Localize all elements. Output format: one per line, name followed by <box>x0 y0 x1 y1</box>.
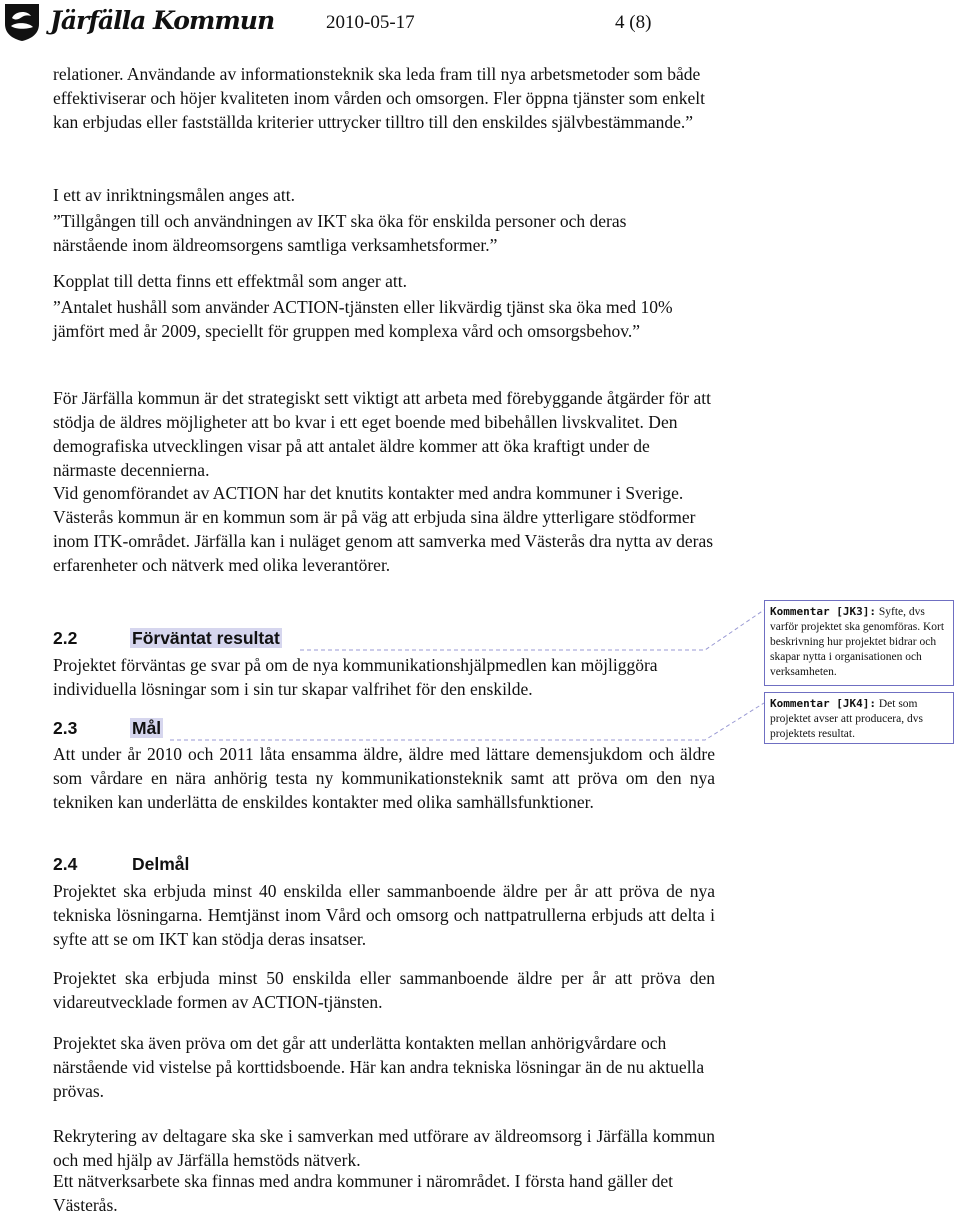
paragraph-vasteras: Vid genomförandet av ACTION har det knutits kontakter med andra kommuner i Sverige. Västerås kommun är en kommun som är på väg att erbjuda sina äldre ytterligare stödformer inom ITK-området. Järfälla kan i nuläget genom att samverka med Västerås dra nytta av deras erfarenheter och nätverk med olika leverantörer. <box>53 483 714 575</box>
section-body-2-4-b: Projektet ska erbjuda minst 50 enskilda eller sammanboende äldre per år att pröva den vidareutvecklade formen av ACTION-tjänsten. <box>53 968 715 1012</box>
section-title: Mål <box>132 718 162 738</box>
section-number: 2.2 <box>53 628 78 648</box>
document-date: 2010-05-17 <box>326 12 415 33</box>
paragraph-inriktningsmal: I ett av inriktningsmålen anges att. <box>53 185 296 205</box>
section-body-2-4-d: Rekrytering av deltagare ska ske i samverkan med utförare av äldreomsorg i Järfälla kommun och med hjälp av Järfälla hemstöds nätverk. <box>53 1126 715 1170</box>
quote-action-hushall: ”Antalet hushåll som använder ACTION-tjänsten eller likvärdig tjänst ska öka med 10% jämfört med år 2009, speciellt för gruppen med komplexa vård och omsorgsbehov.” <box>53 297 673 341</box>
section-body-2-4-c: Projektet ska även pröva om det går att underlätta kontakten mellan anhörigvårdare och närstående vid vistelse på korttidsboende. Här kan andra tekniska lösningar än de nu aktuella prövas. <box>53 1033 705 1101</box>
comment-tag: Kommentar [JK4]: <box>770 697 876 710</box>
comment-text: Det som projektet avser att producera, dvs projektets resultat. <box>770 698 923 740</box>
comment-tag: Kommentar [JK3]: <box>770 605 876 618</box>
section-number: 2.3 <box>53 718 78 738</box>
quote-ikt: ”Tillgången till och användningen av IKT ska öka för enskilda personer och deras närstående inom äldreomsorgens samtliga verksamhetsformer.” <box>53 211 627 255</box>
paragraph-effektmal: Kopplat till detta finns ett effektmål som anger att. <box>53 271 407 291</box>
section-title: Delmål <box>132 854 190 874</box>
paragraph-strategiskt: För Järfälla kommun är det strategiskt sett viktigt att arbeta med förebyggande åtgärder för att stödja de äldres möjligheter att bo kvar i ett eget boende med bibehållen livskvalitet. Den demografiska utvecklingen visar på att antalet äldre kommer att öka kraftigt under de närmaste decennierna. <box>53 388 711 480</box>
paragraph-relationer: relationer. Användande av informationsteknik ska leda fram till nya arbetsmetoder som både effektiviserar och höjer kvaliteten inom vården och omsorgen. Fler öppna tjänster som enkelt kan erbjudas eller fastställda kriterier uttrycker tilltro till den enskildes självbestämmande.” <box>53 64 706 132</box>
comment-balloon-jk3[interactable] <box>764 600 954 686</box>
comment-text: Syfte, dvs varför projektet ska genomföras. Kort beskrivning hur projektet bidrar och skapar nytta i organisationen och verksamheten. <box>770 606 945 678</box>
section-body-2-4-a: Projektet ska erbjuda minst 40 enskilda eller sammanboende äldre per år att pröva de nya tekniska lösningarna. Hemtjänst inom Vård och omsorg och nattpatrullerna erbjuds att delta i syfte att se om IKT kan stödja deras insatser. <box>53 881 715 949</box>
section-body-2-3: Att under år 2010 och 2011 låta ensamma äldre, äldre med lättare demensjukdom och äldre som vårdare en nära anhörig testa ny kommunikationsteknik samt att pröva om den nya tekniken kan underlätta de enskildes kontakter med olika samhällsfunktioner. <box>53 744 715 812</box>
section-body-2-2: Projektet förväntas ge svar på om de nya kommunikationshjälpmedlen kan möjliggöra individuella lösningar som i sin tur skapar valfrihet för den enskilde. <box>53 655 658 699</box>
page-number: 4 (8) <box>615 12 652 33</box>
section-title: Förväntat resultat <box>132 628 280 648</box>
comment-balloon-jk4[interactable] <box>764 692 954 744</box>
section-body-2-4-e: Ett nätverksarbete ska finnas med andra kommuner i närområdet. I första hand gäller det Västerås. <box>53 1171 674 1215</box>
municipality-logo-text: Järfälla Kommun <box>50 6 275 35</box>
section-number: 2.4 <box>53 854 78 874</box>
